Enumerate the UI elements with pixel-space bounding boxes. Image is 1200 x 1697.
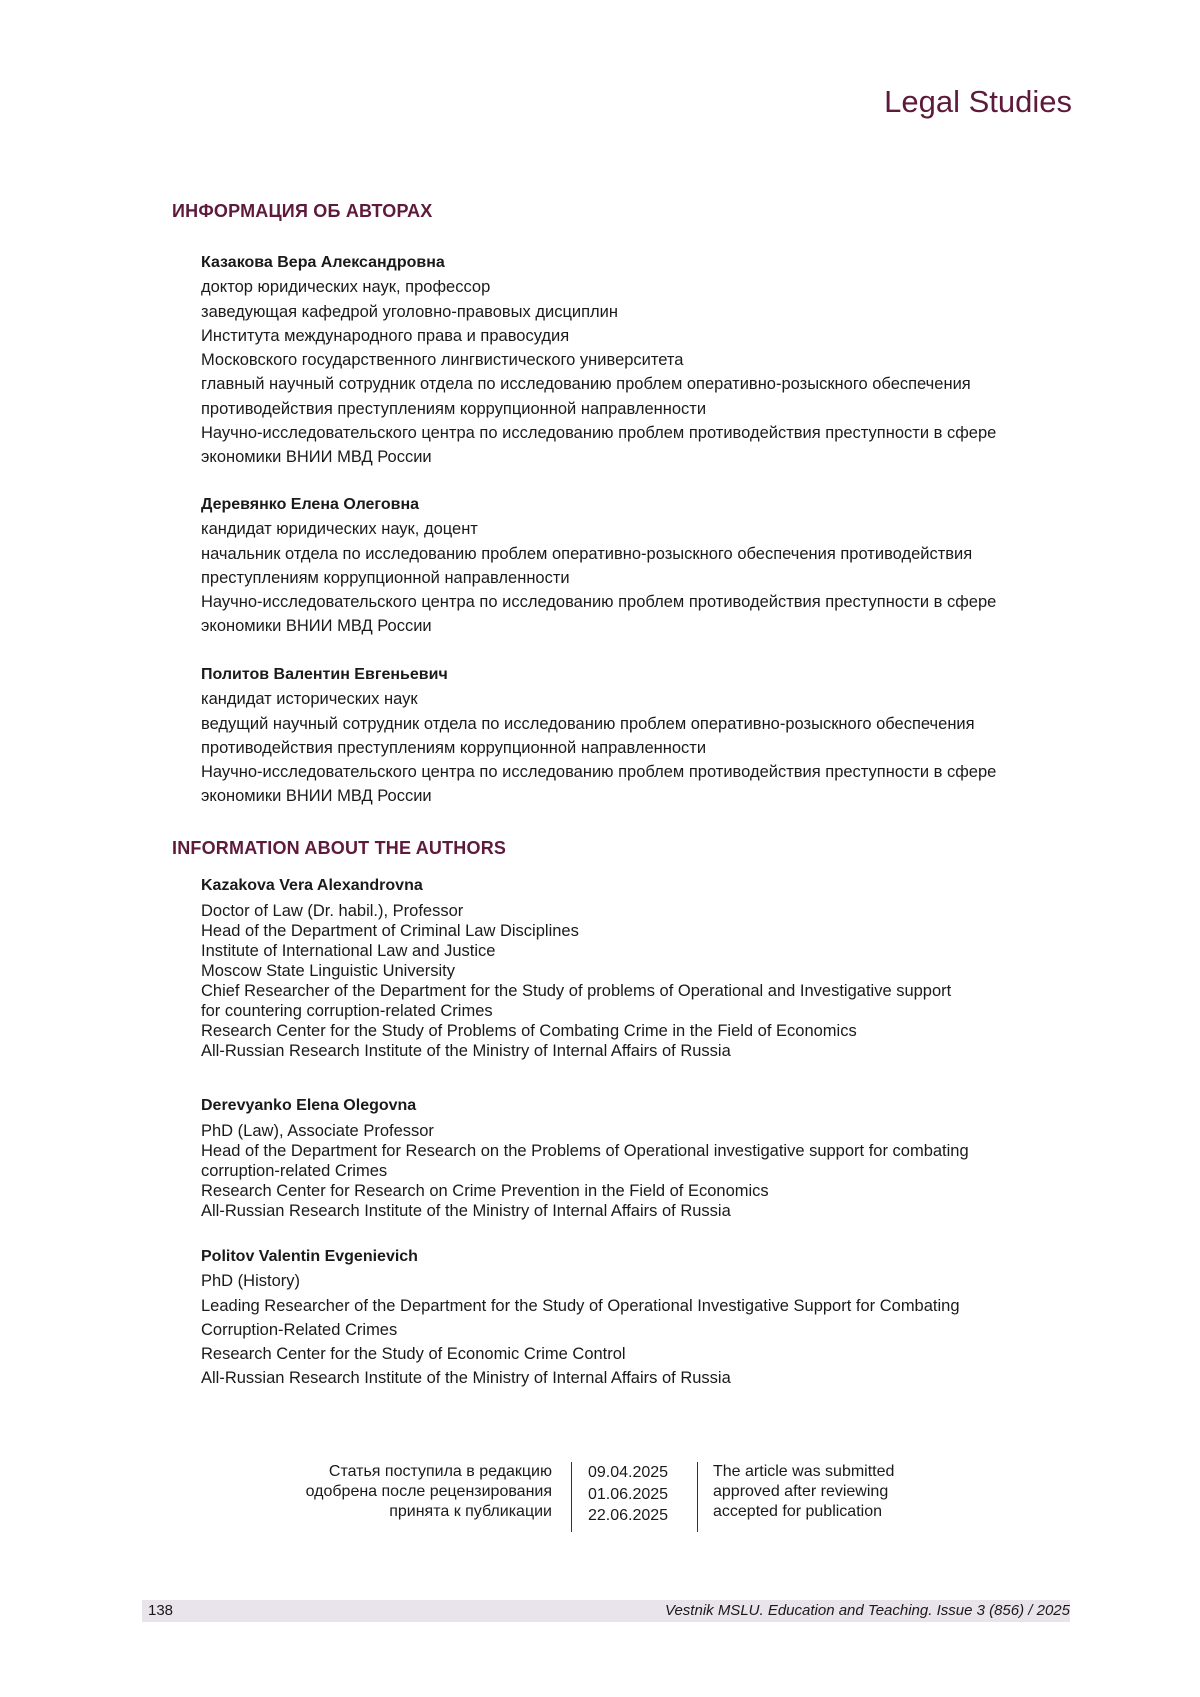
dates-labels-ru <box>270 1462 552 1522</box>
date-label: accepted for publication <box>713 1502 973 1522</box>
author-detail: заведующая кафедрой уголовно-правовых дисциплин <box>201 300 1081 324</box>
author-detail: Chief Researcher of the Department for the Study of problems of Operational and Investigative support <box>201 981 1081 1001</box>
author-detail: кандидат юридических наук, доцент <box>201 517 1081 541</box>
author-detail: for countering corruption-related Crimes <box>201 1001 1081 1021</box>
author-detail: All-Russian Research Institute of the Ministry of Internal Affairs of Russia <box>201 1041 1081 1061</box>
author-detail: противодействия преступлениям коррупционной направленности <box>201 397 1081 421</box>
author-detail: главный научный сотрудник отдела по исследованию проблем оперативно-розыскного обеспечения <box>201 372 1081 396</box>
author-detail: Научно-исследовательского центра по исследованию проблем противодействия преступности в сфере <box>201 421 1081 445</box>
author-name: Derevyanko Elena Olegovna <box>201 1094 1081 1118</box>
author-detail: Research Center for the Study of Economic Crime Control <box>201 1342 1081 1366</box>
authors-heading-en: INFORMATION ABOUT THE AUTHORS <box>172 838 506 859</box>
page-footer <box>142 1600 1070 1622</box>
author-detail: противодействия преступлениям коррупционной направленности <box>201 736 1081 760</box>
author-detail: Moscow State Linguistic University <box>201 961 1081 981</box>
author-info-en <box>201 874 1081 1061</box>
author-info-en <box>201 1094 1081 1221</box>
author-name: Деревянко Елена Олеговна <box>201 493 1081 517</box>
author-detail: Института международного права и правосудия <box>201 324 1081 348</box>
author-detail: All-Russian Research Institute of the Ministry of Internal Affairs of Russia <box>201 1366 1081 1390</box>
author-detail: Research Center for Research on Crime Prevention in the Field of Economics <box>201 1181 1081 1201</box>
author-info-ru <box>201 493 1081 639</box>
author-detail: экономики ВНИИ МВД России <box>201 614 1081 638</box>
date-label: The article was submitted <box>713 1462 973 1482</box>
author-info-ru <box>201 251 1081 470</box>
divider <box>697 1462 698 1532</box>
author-detail: начальник отдела по исследованию проблем оперативно-розыскного обеспечения противодействия <box>201 542 1081 566</box>
author-detail: экономики ВНИИ МВД России <box>201 445 1081 469</box>
author-detail: corruption-related Crimes <box>201 1161 1081 1181</box>
author-detail: Научно-исследовательского центра по исследованию проблем противодействия преступности в сфере <box>201 590 1081 614</box>
dates-values <box>588 1462 688 1527</box>
divider <box>571 1462 572 1532</box>
author-detail: All-Russian Research Institute of the Ministry of Internal Affairs of Russia <box>201 1201 1081 1221</box>
dates-labels-en <box>713 1462 973 1522</box>
author-detail: PhD (History) <box>201 1269 1081 1293</box>
author-detail: экономики ВНИИ МВД России <box>201 784 1081 808</box>
author-name: Казакова Вера Александровна <box>201 251 1081 275</box>
authors-heading-ru: ИНФОРМАЦИЯ ОБ АВТОРАХ <box>172 201 433 222</box>
author-detail: Head of the Department of Criminal Law Disciplines <box>201 921 1081 941</box>
date-label: принята к публикации <box>270 1502 552 1522</box>
date-value: 09.04.2025 <box>588 1462 688 1484</box>
author-detail: Corruption-Related Crimes <box>201 1318 1081 1342</box>
journal-title: Vestnik MSLU. Education and Teaching. Issue 3 (856) / 2025 <box>665 1600 1070 1622</box>
date-label: Статья поступила в редакцию <box>270 1462 552 1482</box>
author-detail: Doctor of Law (Dr. habil.), Professor <box>201 901 1081 921</box>
author-detail: Leading Researcher of the Department for the Study of Operational Investigative Support for Combating <box>201 1294 1081 1318</box>
author-detail: ведущий научный сотрудник отдела по исследованию проблем оперативно-розыскного обеспечения <box>201 712 1081 736</box>
author-detail: Научно-исследовательского центра по исследованию проблем противодействия преступности в сфере <box>201 760 1081 784</box>
author-name: Kazakova Vera Alexandrovna <box>201 874 1081 898</box>
author-detail: доктор юридических наук, профессор <box>201 275 1081 299</box>
author-detail: PhD (Law), Associate Professor <box>201 1121 1081 1141</box>
author-detail: Московского государственного лингвистического университета <box>201 348 1081 372</box>
date-value: 01.06.2025 <box>588 1484 688 1506</box>
author-name: Политов Валентин Евгеньевич <box>201 663 1081 687</box>
author-info-en <box>201 1245 1081 1391</box>
date-label: одобрена после рецензирования <box>270 1482 552 1502</box>
author-info-ru <box>201 663 1081 809</box>
author-detail: Research Center for the Study of Problems of Combating Crime in the Field of Economics <box>201 1021 1081 1041</box>
author-name: Politov Valentin Evgenievich <box>201 1245 1081 1269</box>
author-detail: преступлениям коррупционной направленности <box>201 566 1081 590</box>
author-detail: кандидат исторических наук <box>201 687 1081 711</box>
section-title: Legal Studies <box>884 84 1072 120</box>
author-detail: Institute of International Law and Justice <box>201 941 1081 961</box>
date-value: 22.06.2025 <box>588 1505 688 1527</box>
date-label: approved after reviewing <box>713 1482 973 1502</box>
author-detail: Head of the Department for Research on the Problems of Operational investigative support for combating <box>201 1141 1081 1161</box>
page-number: 138 <box>148 1600 173 1622</box>
